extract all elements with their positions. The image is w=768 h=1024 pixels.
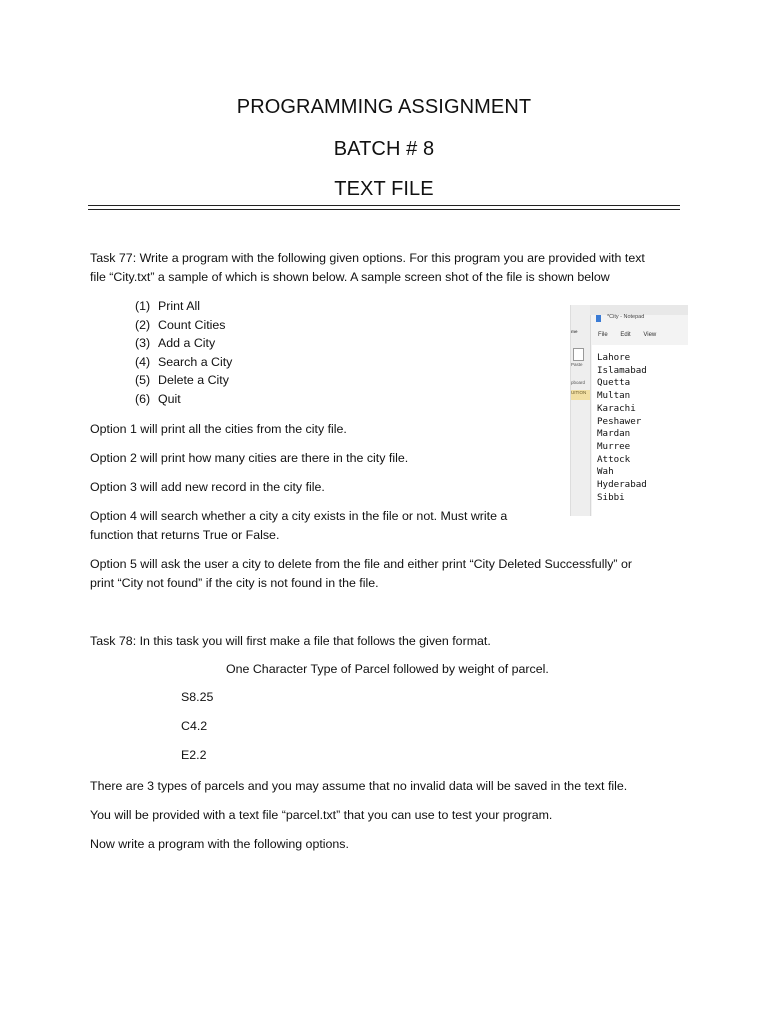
city-line: Attock <box>597 453 631 465</box>
clipboard-icon <box>573 348 584 361</box>
option3-desc: Option 3 will add new record in the city file. <box>90 480 325 494</box>
task77-intro-line1: Task 77: Write a program with the following given options. For this program you are provided with text <box>90 251 645 265</box>
city-line: Wah <box>597 466 614 478</box>
city-line: Lahore <box>597 352 631 363</box>
list-item: (5) Delete a City <box>135 373 229 388</box>
menu-file: File <box>598 332 608 338</box>
parcel-file-note: You will be provided with a text file “parcel.txt” that you can use to test your program. <box>90 808 553 822</box>
parcel-types-note: There are 3 types of parcels and you may assume that no invalid data will be saved in the text file. <box>90 779 628 793</box>
title-divider-bottom <box>88 209 680 210</box>
task77-intro <box>90 249 680 286</box>
city-line: Sibbi <box>597 491 625 503</box>
city-line: Karachi <box>597 402 636 414</box>
city-line: Hyderabad <box>597 479 647 491</box>
notepad-icon <box>596 315 601 322</box>
task78-intro: Task 78: In this task you will first make a file that follows the given format. <box>90 634 491 648</box>
notepad-menubar <box>598 332 667 338</box>
city-line: Murree <box>597 440 631 452</box>
batch-title: BATCH # 8 <box>333 138 435 160</box>
notepad-title: *City - Notepad <box>607 314 645 320</box>
option2-desc: Option 2 will print how many cities are there in the city file. <box>90 451 409 465</box>
city-line: Quetta <box>597 377 631 389</box>
sample-record: S8.25 <box>181 690 214 704</box>
program-instruction: Now write a program with the following options. <box>90 837 349 851</box>
city-line: Islamabad <box>597 364 647 376</box>
menu-edit: Edit <box>620 332 631 338</box>
assignment-title: PROGRAMMING ASSIGNMENT <box>236 96 532 118</box>
format-description: One Character Type of Parcel followed by weight of parcel. <box>226 662 549 676</box>
city-line: Multan <box>597 390 631 402</box>
option1-desc: Option 1 will print all the cities from the city file. <box>90 422 347 436</box>
city-line: Mardan <box>597 428 631 440</box>
list-item: (1) Print All <box>135 299 201 313</box>
notepad-text-area <box>592 345 688 516</box>
option4-desc: Option 4 will search whether a city a city exists in the file or not. Must write a function that returns True or False. <box>90 509 508 542</box>
list-item: (6) Quit <box>135 391 181 406</box>
options-list <box>135 297 232 409</box>
explorer-ribbon-strip: me Paste pboard UITION <box>571 305 591 516</box>
task77-intro-line2: file “City.txt” a sample of which is shown below. A sample screen shot of the file is shown below <box>90 269 610 284</box>
option5-desc: Option 5 will ask the user a city to delete from the file and either print “City Deleted Successfully” or print “City not found” if the city is not found in the file. <box>90 557 632 590</box>
sample-record: E2.2 <box>181 748 207 762</box>
list-item: (3) Add a City <box>135 336 216 351</box>
sample-record: C4.2 <box>181 719 208 733</box>
list-item: (4) Search a City <box>135 354 233 369</box>
title-divider-top <box>88 205 680 206</box>
ribbon-highlight: UITION <box>571 390 590 400</box>
city-line: Peshawer <box>597 415 642 427</box>
topic-title: TEXT FILE <box>334 178 434 200</box>
list-item: (2) Count Cities <box>135 317 226 332</box>
menu-view: View <box>643 332 657 338</box>
notepad-screenshot <box>570 305 688 516</box>
